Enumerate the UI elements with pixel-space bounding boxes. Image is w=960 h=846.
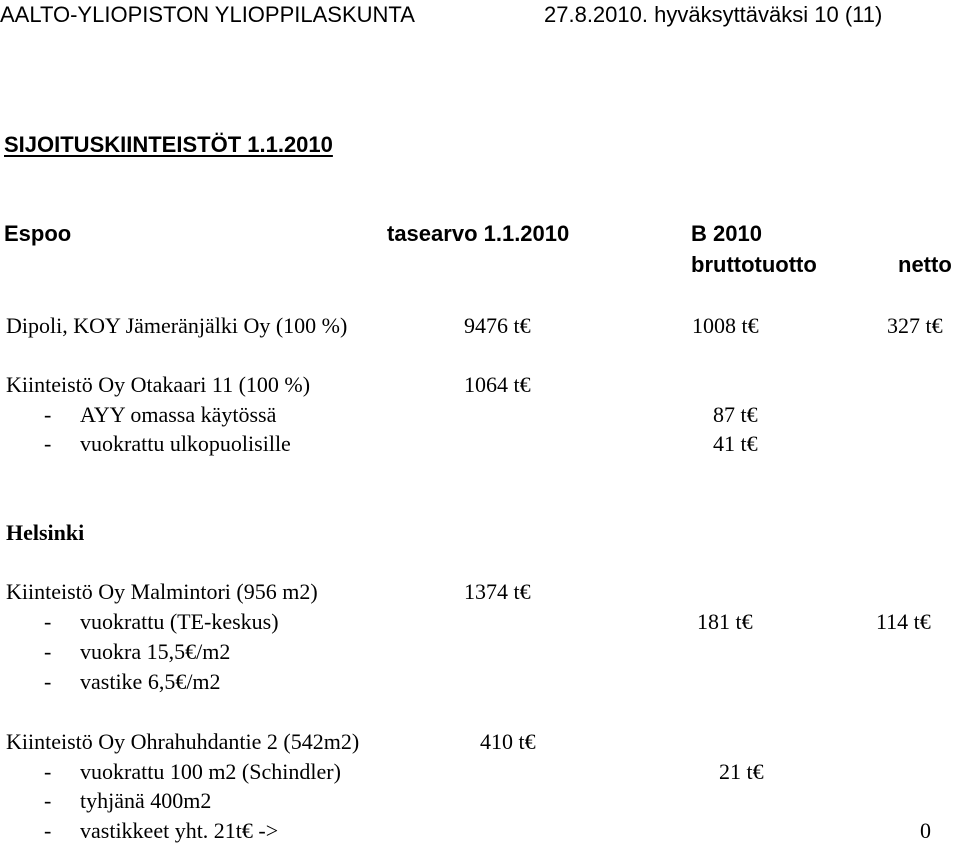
ohrahuhdantie-sub2-dash: - [44, 788, 52, 813]
section-heading-espoo: Espoo [4, 221, 72, 246]
property-dipoli-book-value: 9476 t€ [464, 313, 531, 338]
section-heading-helsinki: Helsinki [6, 520, 85, 545]
property-otakaari-book-value: 1064 t€ [464, 372, 531, 397]
ohrahuhdantie-sub3-net: 0 [920, 818, 931, 843]
ohrahuhdantie-sub1-dash: - [44, 759, 52, 784]
property-malmintori-name: Kiinteistö Oy Malmintori (956 m2) [6, 579, 318, 604]
property-ohrahuhdantie-book-value: 410 t€ [480, 729, 536, 754]
property-dipoli-name: Dipoli, KOY Jämeränjälki Oy (100 %) [6, 313, 348, 338]
page-title: SIJOITUSKIINTEISTÖT 1.1.2010 [4, 132, 333, 157]
property-otakaari-name: Kiinteistö Oy Otakaari 11 (100 %) [6, 372, 311, 397]
otakaari-sub2-gross: 41 t€ [713, 431, 758, 456]
otakaari-sub1-dash: - [44, 402, 52, 427]
ohrahuhdantie-sub1-gross: 21 t€ [719, 759, 764, 784]
malmintori-sub1-net: 114 t€ [876, 609, 931, 634]
organization-name: AALTO-YLIOPISTON YLIOPPILASKUNTA [0, 2, 415, 27]
approval-note: 27.8.2010. hyväksyttäväksi 10 (11) [544, 2, 883, 27]
malmintori-sub1-dash: - [44, 609, 52, 634]
property-dipoli-gross: 1008 t€ [692, 313, 759, 338]
malmintori-sub1-label: vuokrattu (TE-keskus) [80, 609, 279, 634]
property-malmintori-book-value: 1374 t€ [464, 579, 531, 604]
ohrahuhdantie-sub1-label: vuokrattu 100 m2 (Schindler) [80, 759, 341, 784]
property-dipoli-net: 327 t€ [887, 313, 943, 338]
otakaari-sub1-label: AYY omassa käytössä [80, 402, 277, 427]
column-header-net: netto [898, 252, 952, 277]
column-header-book-value: tasearvo 1.1.2010 [387, 221, 570, 246]
ohrahuhdantie-sub3-label: vastikkeet yht. 21t€ -> [80, 818, 279, 843]
malmintori-sub1-gross: 181 t€ [697, 609, 753, 634]
ohrahuhdantie-sub2-label: tyhjänä 400m2 [80, 788, 212, 813]
property-ohrahuhdantie-name: Kiinteistö Oy Ohrahuhdantie 2 (542m2) [6, 729, 360, 754]
malmintori-sub3-label: vastike 6,5€/m2 [80, 669, 221, 694]
otakaari-sub2-label: vuokrattu ulkopuolisille [80, 431, 291, 456]
otakaari-sub2-dash: - [44, 431, 52, 456]
otakaari-sub1-gross: 87 t€ [713, 402, 758, 427]
column-header-gross: bruttotuotto [691, 252, 817, 277]
column-header-budget: B 2010 [691, 221, 762, 246]
ohrahuhdantie-sub3-dash: - [44, 818, 52, 843]
malmintori-sub2-dash: - [44, 639, 52, 664]
malmintori-sub2-label: vuokra 15,5€/m2 [80, 639, 231, 664]
malmintori-sub3-dash: - [44, 669, 52, 694]
